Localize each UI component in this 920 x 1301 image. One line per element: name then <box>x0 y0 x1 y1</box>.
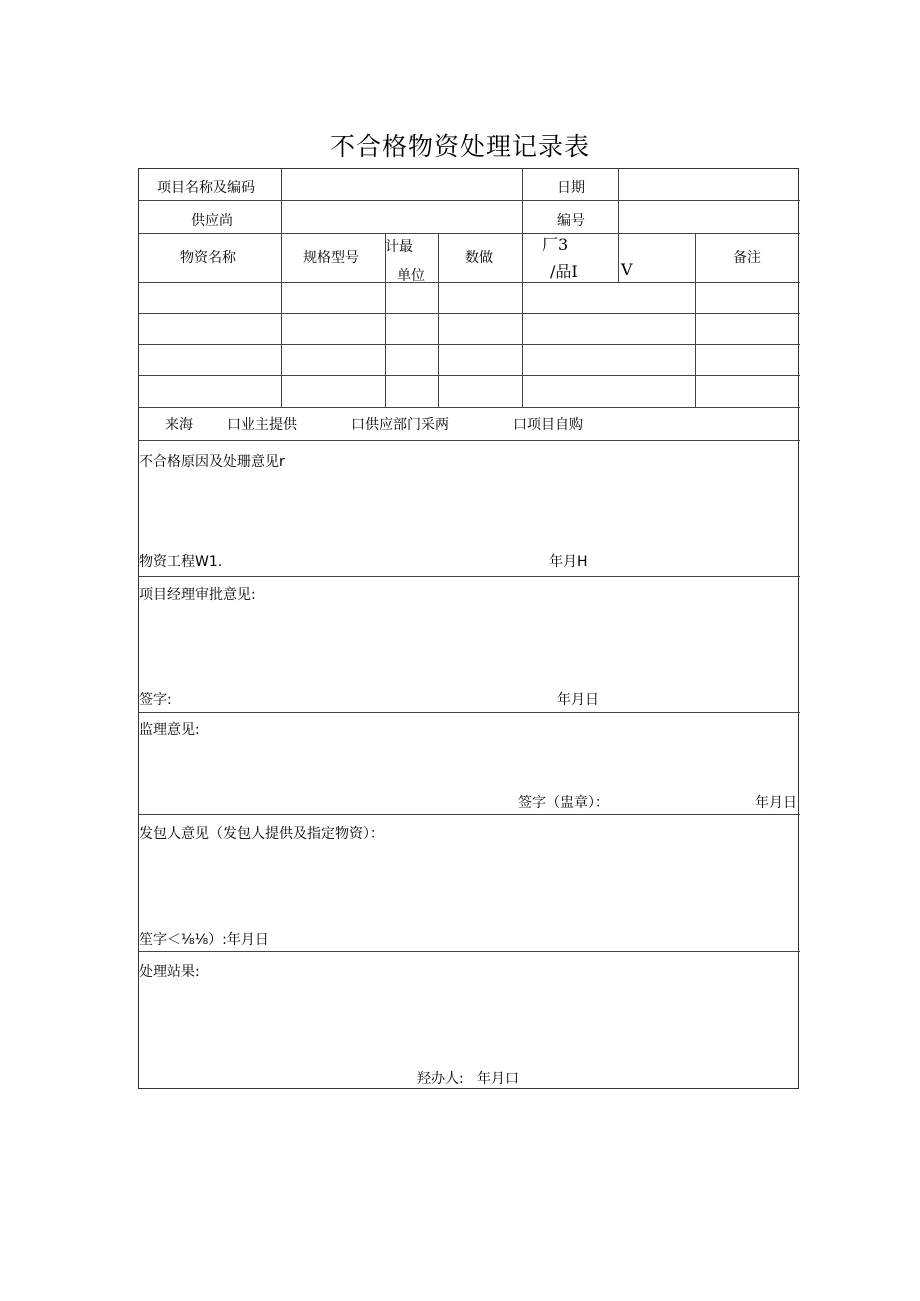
section-divider <box>139 814 800 815</box>
pm-date: 年月日 <box>557 692 599 708</box>
reason-title: 不合格原因及处珊意见r <box>139 454 285 470</box>
col-divider <box>618 233 619 282</box>
supervision-date: 年月日 <box>755 795 797 811</box>
source-option-supply-dept[interactable]: 口供应部门采两 <box>351 417 449 433</box>
col5-top: 厂3 <box>542 235 569 254</box>
pm-sign-label: 签字: <box>139 692 172 708</box>
project-field[interactable] <box>282 169 522 200</box>
section-divider <box>139 576 800 577</box>
reason-date: 年月H <box>549 554 588 570</box>
col-unit-bottom: 单位 <box>397 268 425 284</box>
pm-approval-title: 项目经理审批意见: <box>139 587 256 603</box>
col6-mark: V <box>621 260 633 279</box>
supervision-sign-label: 签字（盅章）： <box>518 795 609 811</box>
col-quantity: 数做 <box>465 250 493 266</box>
number-field[interactable] <box>619 201 800 233</box>
supervision-title: 监理意见: <box>139 722 200 738</box>
col5-bottom: /品I <box>550 262 578 281</box>
table-row[interactable] <box>139 376 800 407</box>
col-divider <box>522 169 523 233</box>
section-divider <box>139 951 800 952</box>
col-unit-top: 计最 <box>385 239 413 255</box>
row-divider <box>139 407 800 408</box>
result-title: 处理站果: <box>139 964 200 980</box>
project-label: 项目名称及编码 <box>157 180 255 196</box>
date-field[interactable] <box>619 169 800 200</box>
source-option-owner[interactable]: 口业主提供 <box>227 417 297 433</box>
record-table <box>138 168 799 1089</box>
table-row[interactable] <box>139 283 800 313</box>
material-engineer-sign: 物资工程W1. <box>139 554 223 570</box>
source-label: 来海 <box>165 417 193 433</box>
number-label: 编号 <box>557 213 585 229</box>
table-row[interactable] <box>139 314 800 344</box>
col-remark: 备注 <box>733 250 761 266</box>
supplier-field[interactable] <box>282 201 522 233</box>
row-divider <box>139 233 800 234</box>
col-material-name: 物资名称 <box>180 250 236 266</box>
employer-sign-label: 笙字＜⅛⅛）:年月日 <box>139 932 269 948</box>
date-label: 日期 <box>557 180 585 196</box>
col-spec-model: 规格型号 <box>303 250 359 266</box>
supplier-label: 供应尚 <box>191 213 233 229</box>
result-date: 年月口 <box>477 1071 519 1087</box>
employer-opinion-title: 发包人意见（发包人提供及指定物资）： <box>139 826 384 842</box>
table-row[interactable] <box>139 345 800 375</box>
page-title: 不合格物资处理记录表 <box>329 132 590 161</box>
section-divider <box>139 712 800 713</box>
handler-label: 羟办人: <box>417 1071 464 1087</box>
row-divider <box>139 440 800 441</box>
source-option-self-purchase[interactable]: 口项目自购 <box>513 417 583 433</box>
